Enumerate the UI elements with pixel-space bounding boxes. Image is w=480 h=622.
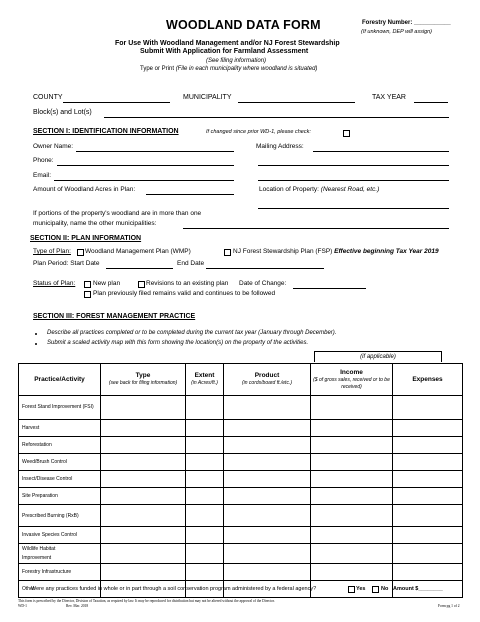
- cell-input[interactable]: [186, 396, 224, 420]
- subtitle-farmland: Submit With Application for Farmland Assessment: [140, 48, 309, 55]
- property-location-label: [259, 186, 379, 193]
- instruction-describe-practices: Describe all practices completed or to be completed during the current tax year (January through December).: [47, 330, 337, 336]
- table-row: [19, 488, 463, 505]
- fsp-option-label: NJ Forest Stewardship Plan (FSP): [233, 248, 333, 255]
- form-title: WOODLAND DATA FORM: [166, 18, 321, 32]
- page-number: Form pg 1 of 2: [438, 604, 460, 608]
- mailing-address-label: Mailing Address:: [256, 143, 304, 150]
- bullet-point-1: [35, 333, 37, 335]
- cell-input[interactable]: [311, 527, 393, 544]
- cell-input[interactable]: [101, 544, 186, 564]
- cell-input[interactable]: [393, 396, 463, 420]
- cell-input[interactable]: [224, 396, 311, 420]
- cell-input[interactable]: [101, 420, 186, 437]
- cell-input[interactable]: [393, 505, 463, 527]
- yes-checkbox[interactable]: [348, 586, 355, 593]
- bullet-point-2: [35, 343, 37, 345]
- wmp-checkbox[interactable]: [77, 249, 84, 256]
- type-or-print-text: Type or Print: [140, 66, 176, 72]
- cell-input[interactable]: [224, 544, 311, 564]
- phone-label: Phone:: [33, 157, 54, 164]
- municipality-input-line[interactable]: [238, 102, 355, 103]
- email-input-line[interactable]: [54, 180, 234, 181]
- row-label: Other: [19, 581, 101, 598]
- cell-input[interactable]: [224, 564, 311, 581]
- property-location-hint: (Nearest Road, etc.): [320, 186, 380, 193]
- date-of-change-label: Date of Change:: [239, 280, 287, 287]
- revisions-checkbox[interactable]: [138, 281, 145, 288]
- table-row: [19, 420, 463, 437]
- file-in-municipality-note: (File in each municipality where woodland is situated): [175, 66, 318, 72]
- amount-field[interactable]: Amount $________: [393, 586, 443, 592]
- table-row: [19, 396, 463, 420]
- cell-input[interactable]: [311, 396, 393, 420]
- section3-heading: SECTION III: FOREST MANAGEMENT PRACTICE: [33, 313, 196, 320]
- cell-input[interactable]: [186, 527, 224, 544]
- fsp-effective-note: Effective beginning Tax Year 2019: [334, 248, 439, 255]
- table-row: [19, 454, 463, 471]
- row-label: Wildlife Habitat Improvement: [19, 544, 101, 564]
- cell-input[interactable]: [311, 544, 393, 564]
- previous-plan-label: Plan previously filed remains valid and continues to be followed: [93, 290, 276, 297]
- cell-input[interactable]: [224, 437, 311, 454]
- row-label: Insect/Disease Control: [19, 471, 101, 488]
- cell-input[interactable]: [311, 437, 393, 454]
- new-plan-label: New plan: [93, 280, 121, 287]
- subtitle-stewardship: For Use With Woodland Management and/or NJ Forest Stewardship: [115, 40, 340, 47]
- col-expenses: Expenses: [393, 364, 463, 396]
- previous-plan-checkbox[interactable]: [84, 291, 91, 298]
- owner-name-input-line[interactable]: [76, 151, 234, 152]
- cell-input[interactable]: [101, 505, 186, 527]
- cell-input[interactable]: [224, 488, 311, 505]
- date-of-change-input-line[interactable]: [293, 288, 366, 289]
- if-applicable-header: (if applicable): [314, 351, 442, 362]
- block-lot-input-line[interactable]: [104, 117, 449, 118]
- tax-year-input-line[interactable]: [414, 102, 448, 103]
- property-location-input-line[interactable]: [258, 208, 449, 209]
- cell-input[interactable]: [186, 505, 224, 527]
- cell-input[interactable]: [186, 488, 224, 505]
- cell-input[interactable]: [393, 488, 463, 505]
- cell-input[interactable]: [101, 564, 186, 581]
- cell-input[interactable]: [393, 471, 463, 488]
- cell-input[interactable]: [393, 544, 463, 564]
- row-label: Reforestation: [19, 437, 101, 454]
- cell-input[interactable]: [186, 564, 224, 581]
- cell-input[interactable]: [224, 454, 311, 471]
- cell-input[interactable]: [186, 437, 224, 454]
- row-label: Weed/Brush Control: [19, 454, 101, 471]
- cell-input[interactable]: [393, 420, 463, 437]
- col-practice-activity: Practice/Activity: [19, 364, 101, 396]
- plan-period-start-label: Plan Period: Start Date: [33, 260, 100, 267]
- table-header-row: [19, 364, 463, 396]
- col-type: Type (see back for filing information): [101, 364, 186, 396]
- revisions-label: Revisions to an existing plan: [146, 280, 229, 287]
- cell-input[interactable]: [186, 454, 224, 471]
- mailing-address-line-2[interactable]: [258, 165, 449, 166]
- forestry-number-field[interactable]: Forestry Number: ___________: [362, 20, 451, 26]
- municipality-label: MUNICIPALITY: [183, 94, 232, 101]
- col-income: Income ($ of gross sales, received or to be received): [311, 364, 393, 396]
- cell-input[interactable]: [311, 471, 393, 488]
- row-label: Forest Stand Improvement (FSI): [19, 396, 101, 420]
- forestry-number-note: (If unknown, DEP will assign): [361, 29, 433, 35]
- cell-input[interactable]: [393, 527, 463, 544]
- change-note: If changed since prior WD-1, please check:: [206, 129, 311, 135]
- col-product: Product (in cords/board ft./etc.): [224, 364, 311, 396]
- fsp-checkbox[interactable]: [224, 249, 231, 256]
- no-checkbox[interactable]: [372, 586, 379, 593]
- county-input-line[interactable]: [63, 102, 170, 103]
- legal-note: This form is prescribed by the Director, Division of Taxation, as required by law. It may be reproduced for distribution but may not be altered without the approval of the Director.: [18, 599, 275, 603]
- row-label: Prescribed Burning (RxB): [19, 505, 101, 527]
- row-label: Site Preparation: [19, 488, 101, 505]
- cell-input[interactable]: [393, 437, 463, 454]
- property-location-text: Location of Property:: [259, 186, 319, 193]
- cell-input[interactable]: [101, 471, 186, 488]
- email-label: Email:: [33, 172, 52, 179]
- cell-input[interactable]: [311, 420, 393, 437]
- acres-label: Amount of Woodland Acres in Plan:: [33, 186, 136, 193]
- other-municipalities-input-line[interactable]: [183, 228, 449, 229]
- federal-funding-question: Were any practices funded in whole or in part through a soil conservation program administered by a federal agency?: [31, 586, 317, 592]
- multi-municipality-line2: municipality, name the other municipalities:: [33, 220, 157, 227]
- cell-input[interactable]: [393, 564, 463, 581]
- mailing-address-input-line[interactable]: [313, 151, 449, 152]
- cell-input[interactable]: [186, 471, 224, 488]
- end-date-label: End Date: [177, 260, 205, 267]
- phone-input-line[interactable]: [57, 165, 234, 166]
- table-row: [19, 564, 463, 581]
- cell-input[interactable]: [101, 437, 186, 454]
- mailing-address-line-3[interactable]: [258, 180, 449, 181]
- row-label: Forestry Infrastructure: [19, 564, 101, 581]
- county-label: COUNTY: [33, 94, 63, 101]
- multi-municipality-line1: If portions of the property's woodland are in more than one: [33, 210, 202, 217]
- cell-input[interactable]: [311, 488, 393, 505]
- cell-input[interactable]: [224, 527, 311, 544]
- table-row: [19, 505, 463, 527]
- instruction-activity-map: Submit a scaled activity map with this form showing the location(s) on the property of the activities.: [47, 340, 309, 346]
- cell-input[interactable]: [224, 505, 311, 527]
- cell-input[interactable]: [186, 544, 224, 564]
- type-of-plan-label: Type of Plan:: [33, 248, 71, 255]
- owner-name-label: Owner Name:: [33, 143, 74, 150]
- cell-input[interactable]: [101, 454, 186, 471]
- tax-year-label: TAX YEAR: [372, 94, 406, 101]
- form-id: WD-1: [18, 604, 27, 608]
- cell-input[interactable]: [101, 527, 186, 544]
- yes-label: Yes: [356, 586, 366, 592]
- section2-heading: SECTION II: PLAN INFORMATION: [30, 235, 142, 242]
- acres-input-line[interactable]: [146, 194, 234, 195]
- section1-heading: SECTION I: IDENTIFICATION INFORMATION: [33, 128, 179, 135]
- cell-input[interactable]: [311, 505, 393, 527]
- practices-table: [18, 363, 463, 598]
- status-of-plan-label: Status of Plan:: [33, 280, 76, 287]
- revision-date: Rev. Mar. 2018: [66, 604, 89, 608]
- table-row: [19, 471, 463, 488]
- cell-input[interactable]: [224, 471, 311, 488]
- cell-input[interactable]: [224, 420, 311, 437]
- cell-input[interactable]: [101, 396, 186, 420]
- new-plan-checkbox[interactable]: [84, 281, 91, 288]
- cell-input[interactable]: [311, 564, 393, 581]
- block-lot-label: Block(s) and Lot(s): [33, 109, 92, 116]
- filing-info-note: (See filing information): [206, 58, 267, 64]
- cell-input[interactable]: [311, 454, 393, 471]
- table-row: [19, 437, 463, 454]
- table-row: [19, 527, 463, 544]
- wmp-option-label: Woodland Management Plan (WMP): [85, 248, 191, 255]
- table-row: [19, 544, 463, 564]
- no-label: No: [381, 586, 389, 592]
- cell-input[interactable]: [101, 488, 186, 505]
- row-label: Invasive Species Control: [19, 527, 101, 544]
- fsp-option: [233, 248, 439, 255]
- changed-checkbox[interactable]: [343, 130, 350, 137]
- col-extent: Extent (in Acres/ft.): [186, 364, 224, 396]
- row-label: Harvest: [19, 420, 101, 437]
- end-date-input-line[interactable]: [206, 268, 324, 269]
- cell-input[interactable]: [186, 420, 224, 437]
- start-date-input-line[interactable]: [106, 268, 173, 269]
- cell-input[interactable]: [393, 454, 463, 471]
- type-or-print-note: [140, 66, 317, 72]
